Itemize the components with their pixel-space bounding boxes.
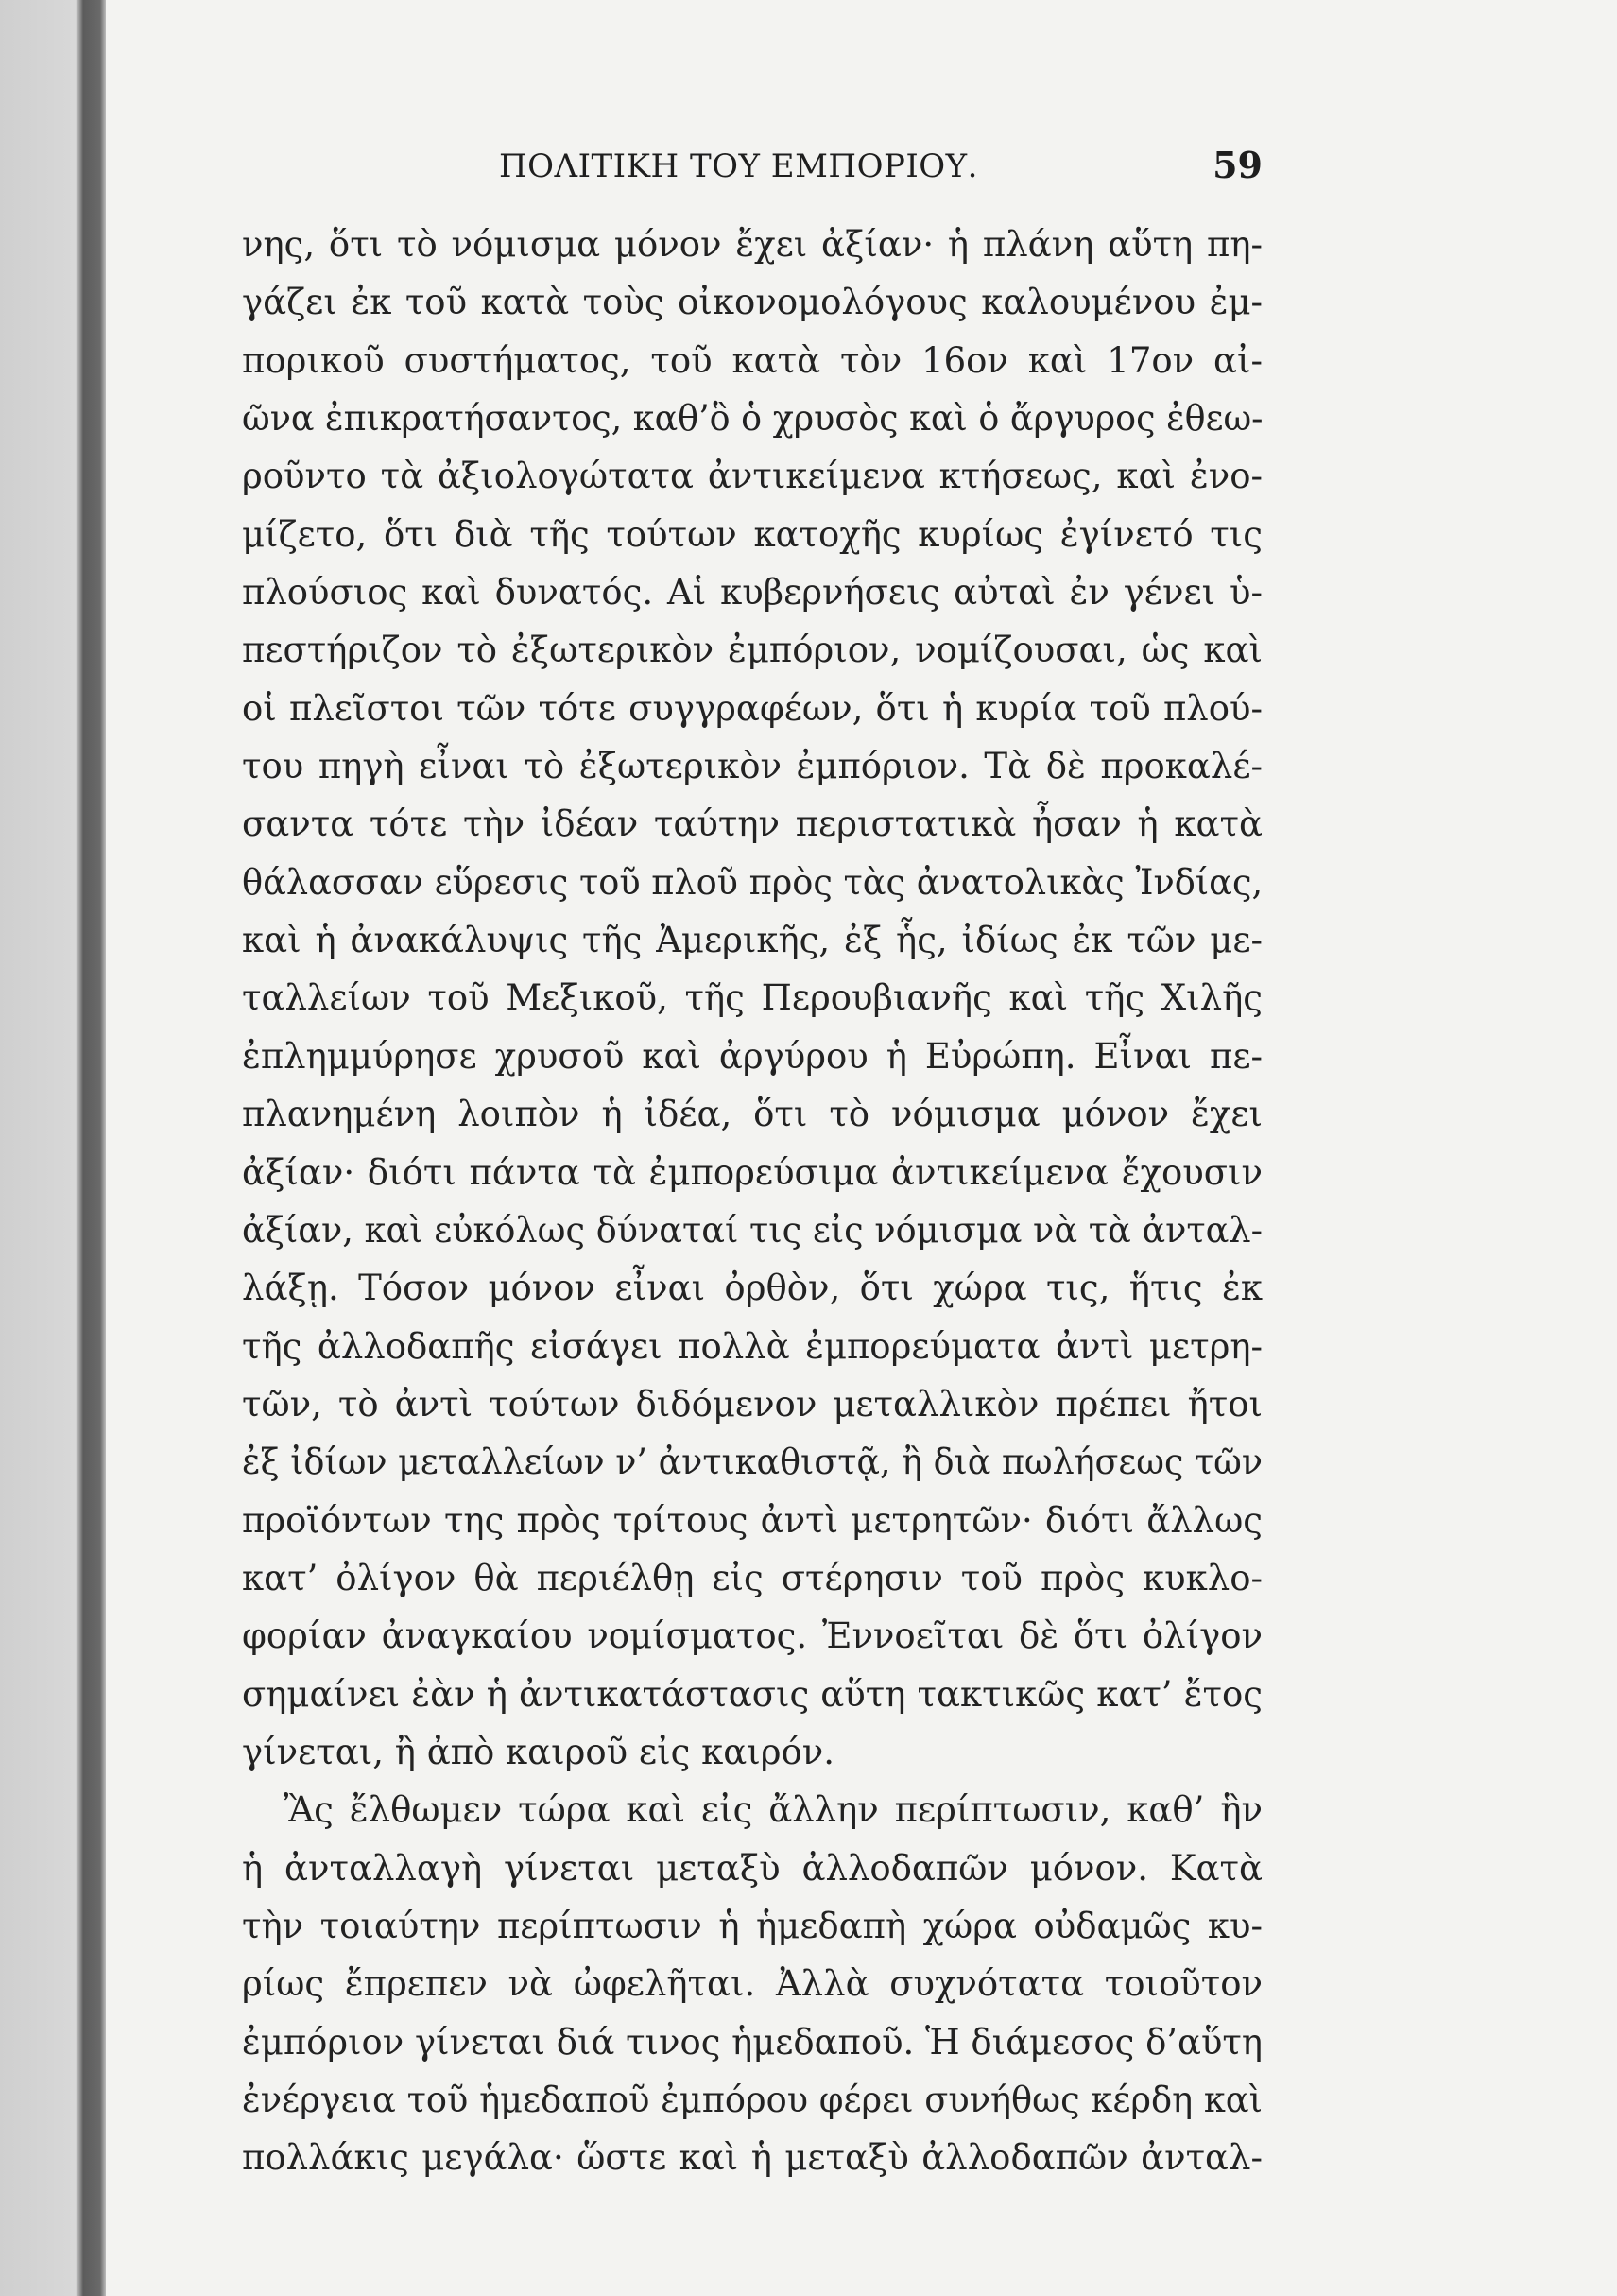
- text-line: πλούσιος καὶ δυνατός. Αἱ κυβερνήσεις αὐταὶ ἐν γένει ὑ-: [242, 572, 1263, 613]
- text-line: πορικοῦ συστήματος, τοῦ κατὰ τὸν 16ον καὶ 17ον αἰ-: [242, 339, 1263, 381]
- text-line: Ἂς ἔλθωμεν τώρα καὶ εἰς ἄλλην περίπτωσιν, καθ’ ἣν: [284, 1789, 1263, 1831]
- text-line: νης, ὅτι τὸ νόμισμα μόνον ἔχει ἀξίαν· ἡ πλάνη αὕτη πη-: [242, 224, 1263, 265]
- text-line: λάξῃ. Τόσον μόνον εἶναι ὀρθὸν, ὅτι χώρα τις, ἥτις ἐκ: [242, 1268, 1263, 1309]
- running-title: ΠΟΛΙΤΙΚΗ ΤΟΥ ΕΜΠΟΡΙΟΥ.: [499, 147, 978, 185]
- text-line: πεστήριζον τὸ ἐξωτερικὸν ἐμπόριον, νομίζουσαι, ὡς καὶ: [242, 630, 1263, 671]
- binding-shadow: [0, 0, 106, 2296]
- text-line: ἀξίαν· διότι πάντα τὰ ἐμπορεύσιμα ἀντικείμενα ἔχουσιν: [242, 1151, 1263, 1193]
- text-line: ἡ ἀνταλλαγὴ γίνεται μεταξὺ ἀλλοδαπῶν μόνον. Κατὰ: [242, 1847, 1263, 1889]
- text-line: τῆς ἀλλοδαπῆς εἰσάγει πολλὰ ἐμπορεύματα ἀντὶ μετρη-: [242, 1325, 1263, 1367]
- text-line: ἐμπόριον γίνεται διά τινος ἡμεδαποῦ. Ἡ διάμεσος δ’αὕτη: [242, 2021, 1263, 2063]
- text-line: κατ’ ὀλίγον θὰ περιέλθῃ εἰς στέρησιν τοῦ πρὸς κυκλο-: [242, 1557, 1263, 1598]
- text-line: προϊόντων της πρὸς τρίτους ἀντὶ μετρητῶν· διότι ἄλλως: [242, 1499, 1263, 1541]
- text-line: πλανημένη λοιπὸν ἡ ἰδέα, ὅτι τὸ νόμισμα μόνον ἔχει: [242, 1094, 1263, 1135]
- text-line: μίζετο, ὅτι διὰ τῆς τούτων κατοχῆς κυρίως ἐγίνετό τις: [242, 513, 1263, 555]
- text-line: ἐνέργεια τοῦ ἡμεδαποῦ ἐμπόρου φέρει συνήθως κέρδη καὶ: [242, 2080, 1263, 2120]
- text-line: ῶνα ἐπικρατήσαντος, καθ’ὃ ὁ χρυσὸς καὶ ὁ ἄργυρος ἐθεω-: [242, 398, 1264, 440]
- text-line: γάζει ἐκ τοῦ κατὰ τοὺς οἰκονομολόγους καλουμένου ἐμ-: [242, 282, 1263, 323]
- page-number: 59: [1213, 144, 1263, 186]
- text-line: ἐπλημμύρησε χρυσοῦ καὶ ἀργύρου ἡ Εὐρώπη. Εἶναι πε-: [242, 1035, 1263, 1077]
- text-line: ταλλείων τοῦ Μεξικοῦ, τῆς Περουβιανῆς καὶ τῆς Χιλῆς: [242, 977, 1263, 1019]
- text-line: ρίως ἔπρεπεν νὰ ὠφελῆται. Ἀλλὰ συχνότατα τοιοῦτον: [242, 1963, 1263, 2005]
- text-line: σαντα τότε τὴν ἰδέαν ταύτην περιστατικὰ ἦσαν ἡ κατὰ: [242, 803, 1263, 845]
- text-line: τὴν τοιαύτην περίπτωσιν ἡ ἡμεδαπὴ χώρα οὐδαμῶς κυ-: [242, 1905, 1263, 1946]
- text-line: ροῦντο τὰ ἀξιολογώτατα ἀντικείμενα κτήσεως, καὶ ἐνο-: [242, 456, 1263, 497]
- text-line: καὶ ἡ ἀνακάλυψις τῆς Ἀμερικῆς, ἐξ ἧς, ἰδίως ἐκ τῶν με-: [242, 920, 1263, 961]
- text-line: πολλάκις μεγάλα· ὥστε καὶ ἡ μεταξὺ ἀλλοδαπῶν ἀνταλ-: [242, 2137, 1263, 2179]
- text-line: σημαίνει ἐὰν ἡ ἀντικατάστασις αὕτη τακτικῶς κατ’ ἔτος: [242, 1673, 1263, 1715]
- text-line: οἱ πλεῖστοι τῶν τότε συγγραφέων, ὅτι ἡ κυρία τοῦ πλού-: [242, 687, 1263, 729]
- text-line: θάλασσαν εὕρεσις τοῦ πλοῦ πρὸς τὰς ἀνατολικὰς Ἰνδίας,: [242, 861, 1264, 903]
- text-line: γίνεται, ἢ ἀπὸ καιροῦ εἰς καιρόν.: [242, 1731, 834, 1772]
- text-line: ἀξίαν, καὶ εὐκόλως δύναταί τις εἰς νόμισμα νὰ τὰ ἀνταλ-: [242, 1209, 1263, 1251]
- text-line: ἐξ ἰδίων μεταλλείων ν’ ἀντικαθιστᾷ, ἢ διὰ πωλήσεως τῶν: [242, 1441, 1263, 1483]
- text-line: τῶν, τὸ ἀντὶ τούτων διδόμενον μεταλλικὸν πρέπει ἤτοι: [242, 1383, 1263, 1424]
- text-line: φορίαν ἀναγκαίου νομίσματος. Ἐννοεῖται δὲ ὅτι ὀλίγον: [242, 1615, 1263, 1657]
- body-text: [242, 216, 1263, 2187]
- running-header: [242, 144, 1263, 200]
- text-line: του πηγὴ εἶναι τὸ ἐξωτερικὸν ἐμπόριον. Τὰ δὲ προκαλέ-: [242, 746, 1263, 787]
